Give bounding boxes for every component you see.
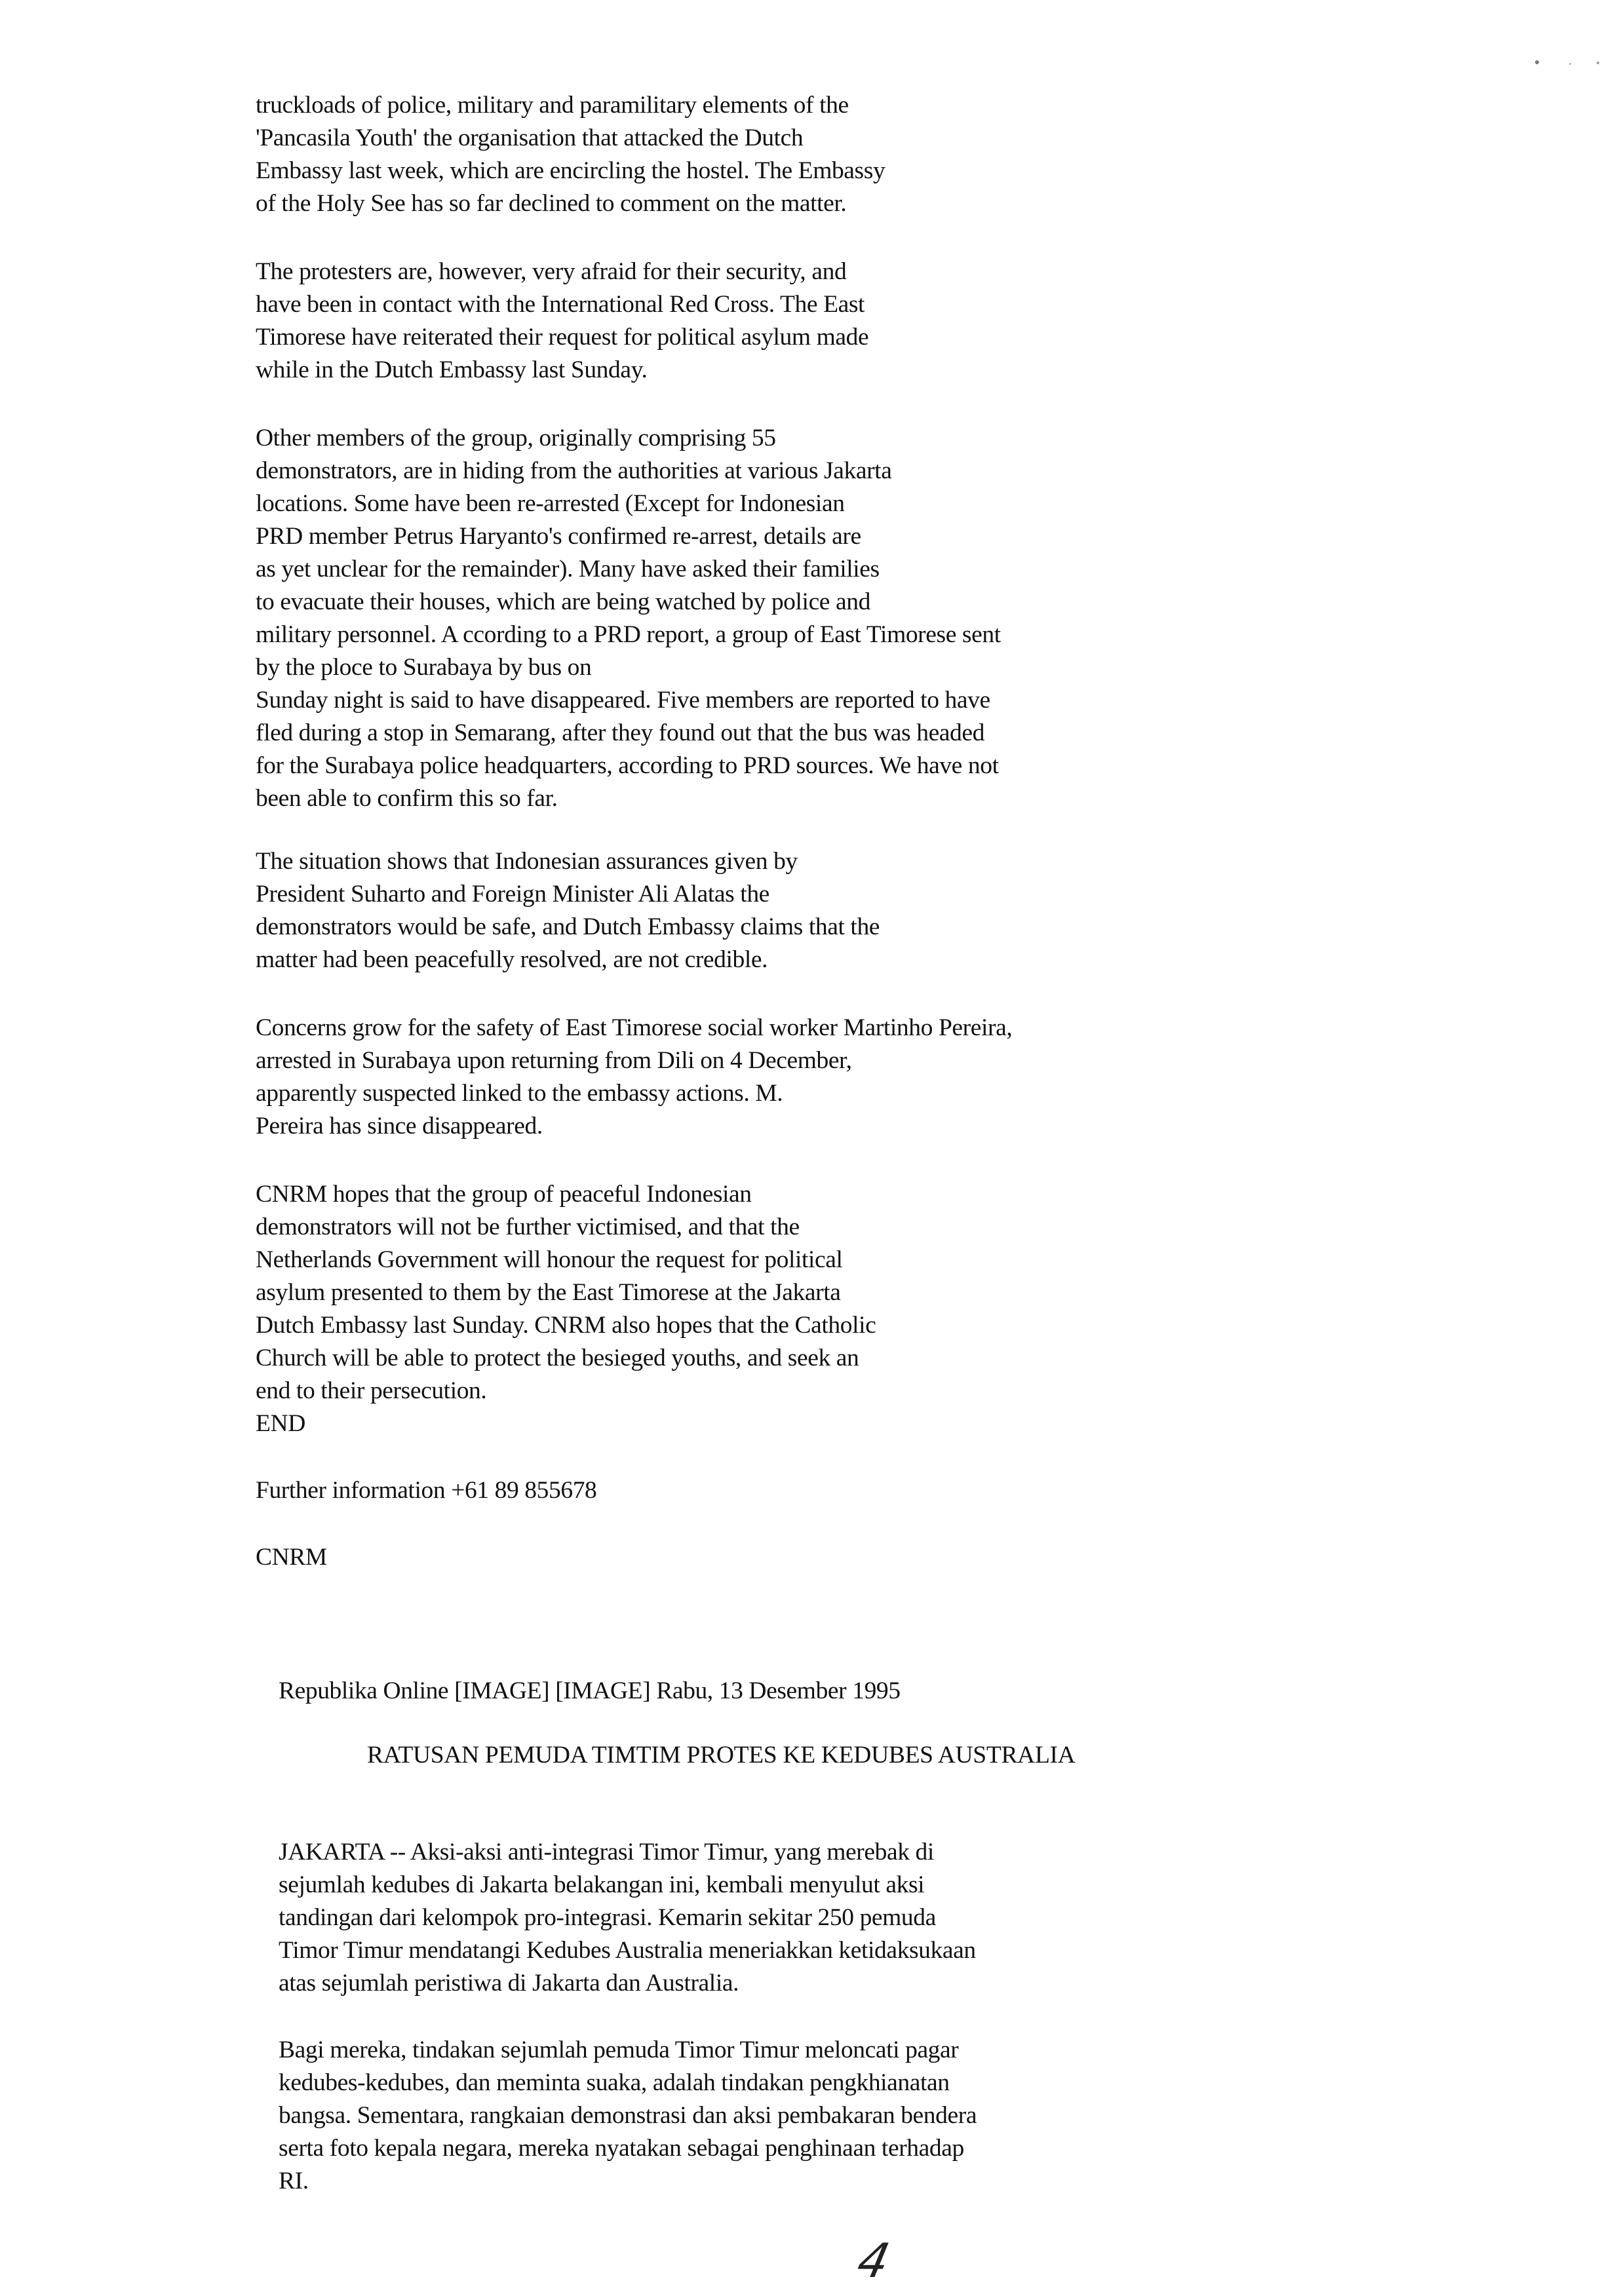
paragraph-p12 [279,2034,977,2198]
text-line: Timor Timur mendatangi Kedubes Australia meneriakkan ketidaksukaan [279,1937,976,1964]
text-line: sejumlah kedubes di Jakarta belakangan ini, kembali menyulut aksi [279,1871,925,1898]
page-number: 4 [853,2233,895,2288]
text-line: CNRM hopes that the group of peaceful Indonesian [256,1181,752,1208]
text-line: locations. Some have been re-arrested (Except for Indonesian [256,490,845,517]
text-line: The protesters are, however, very afraid for their security, and [256,258,847,285]
paragraph-p6 [256,1178,876,1440]
text-line: Republika Online [IMAGE] [IMAGE] Rabu, 13 Desember 1995 [279,1677,901,1704]
text-line: JAKARTA -- Aksi-aksi anti-integrasi Timor Timur, yang merebak di [279,1839,934,1866]
source-line [279,1675,901,1708]
text-line: RI. [279,2168,309,2194]
text-line: matter had been peacefully resolved, are not credible. [256,946,768,973]
text-line: apparently suspected linked to the embassy actions. M. [256,1080,783,1107]
scan-speck [1535,60,1539,64]
text-line: of the Holy See has so far declined to comment on the matter. [256,190,847,217]
text-line: Sunday night is said to have disappeared. Five members are reported to have [256,687,990,714]
further-information [256,1474,596,1507]
paragraph-p5 [256,1012,1012,1143]
paragraph-p11 [279,1836,976,2000]
text-line: as yet unclear for the remainder). Many have asked their families [256,556,880,583]
text-line: asylum presented to them by the East Timorese at the Jakarta [256,1279,841,1306]
text-line: Timorese have reiterated their request for political asylum made [256,324,869,351]
text-line: kedubes-kedubes, dan meminta suaka, adalah tindakan pengkhianatan [279,2069,950,2096]
text-line: Other members of the group, originally comprising 55 [256,425,776,451]
text-line: demonstrators would be safe, and Dutch Embassy claims that the [256,913,880,940]
text-line: PRD member Petrus Haryanto's confirmed re-arrest, details are [256,523,861,550]
text-line: have been in contact with the International Red Cross. The East [256,291,865,318]
text-line: Pereira has since disappeared. [256,1113,543,1139]
text-line: serta foto kepala negara, mereka nyatakan sebagai penghinaan terhadap [279,2135,964,2162]
text-line: bangsa. Sementara, rangkaian demonstrasi dan aksi pembakaran bendera [279,2102,977,2129]
text-line: CNRM [256,1544,327,1571]
text-line: truckloads of police, military and paramilitary elements of the [256,92,849,119]
text-line: demonstrators, are in hiding from the authorities at various Jakarta [256,457,892,484]
text-line: fled during a stop in Semarang, after they found out that the bus was headed [256,719,984,746]
text-line: Embassy last week, which are encircling the hostel. The Embassy [256,157,885,184]
text-line: been able to confirm this so far. [256,785,558,812]
text-line: 'Pancasila Youth' the organisation that attacked the Dutch [256,124,804,151]
paragraph-p2 [256,256,868,387]
text-line: atas sejumlah peristiwa di Jakarta dan Australia. [279,1970,739,1997]
paragraph-p4 [256,845,880,976]
text-line: END [256,1410,305,1437]
paragraph-p1 [256,89,885,220]
text-line: Church will be able to protect the besieged youths, and seek an [256,1345,859,1371]
text-line: arrested in Surabaya upon returning from Dili on 4 December, [256,1047,852,1074]
paragraph-p3 [256,422,1001,815]
text-line: tandingan dari kelompok pro-integrasi. Kemarin sekitar 250 pemuda [279,1904,936,1931]
text-line: military personnel. A ccording to a PRD report, a group of East Timorese sent [256,621,1001,648]
signature-cnrm [256,1541,327,1574]
text-line: to evacuate their houses, which are being watched by police and [256,588,870,615]
scan-speck [1597,62,1599,64]
article-headline [367,1739,1076,1772]
text-line: end to their persecution. [256,1377,487,1404]
text-line: Dutch Embassy last Sunday. CNRM also hopes that the Catholic [256,1312,876,1339]
text-line: Netherlands Government will honour the request for political [256,1246,843,1273]
text-line: by the ploce to Surabaya by bus on [256,654,592,681]
text-line: while in the Dutch Embassy last Sunday. [256,356,648,383]
text-line: demonstrators will not be further victimised, and that the [256,1214,800,1240]
text-line: RATUSAN PEMUDA TIMTIM PROTES KE KEDUBES AUSTRALIA [367,1742,1076,1769]
text-line: Bagi mereka, tindakan sejumlah pemuda Timor Timur meloncati pagar [279,2037,959,2063]
text-line: Further information +61 89 855678 [256,1477,597,1504]
text-line: for the Surabaya police headquarters, according to PRD sources. We have not [256,752,999,779]
text-line: Concerns grow for the safety of East Timorese social worker Martinho Pereira, [256,1014,1013,1041]
scan-speck [1569,63,1571,65]
text-line: President Suharto and Foreign Minister Ali Alatas the [256,881,769,908]
text-line: The situation shows that Indonesian assurances given by [256,848,798,875]
